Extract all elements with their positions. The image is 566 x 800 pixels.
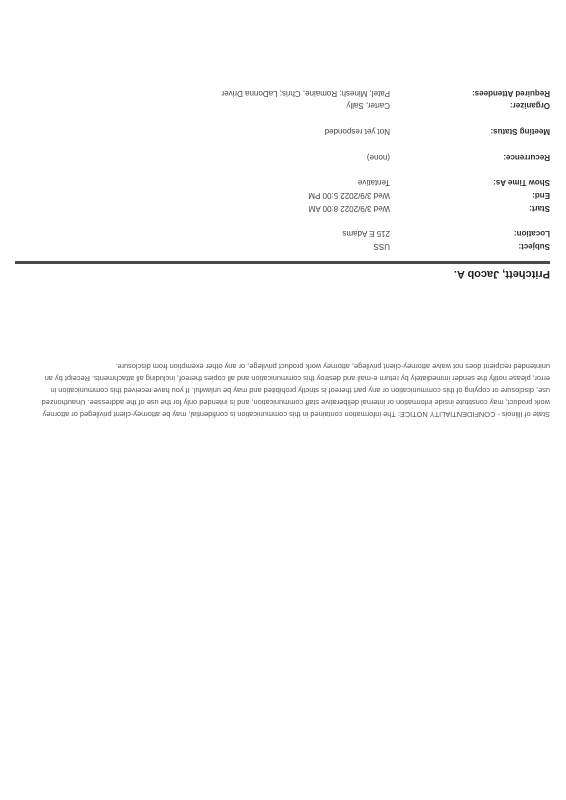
field-required-attendees xyxy=(15,87,550,99)
meeting-status-label: Meeting Status: xyxy=(490,127,550,136)
location-value: 215 E Adams xyxy=(342,229,390,238)
end-value: Wed 3/9/2022 5:00 PM xyxy=(308,191,390,200)
field-location xyxy=(15,227,550,239)
end-label: End: xyxy=(532,191,550,200)
field-subject xyxy=(15,240,550,252)
organizer-value: Carter, Sally xyxy=(346,101,390,110)
location-label: Location: xyxy=(514,229,550,238)
sender-name: Pritchett, Jacob A. xyxy=(453,268,550,280)
required-attendees-value: Patel, Minesh; Romaine, Chris; LaDonna Driver xyxy=(221,89,390,98)
meeting-status-value: Not yet responded xyxy=(324,127,390,136)
field-start xyxy=(15,202,550,214)
field-meeting-status xyxy=(15,125,550,137)
show-time-as-value: Tentative xyxy=(357,178,390,187)
field-recurrence xyxy=(15,151,550,163)
subject-value: USS xyxy=(373,242,390,251)
required-attendees-label: Required Attendees: xyxy=(472,89,550,98)
field-show-time-as xyxy=(15,176,550,188)
recurrence-value: (none) xyxy=(366,153,390,162)
confidentiality-notice: State of Illinois - CONFIDENTIALITY NOTICE: The information contained in this communication is confidential, may be attorney-client privileged or attorney work product, may constitute inside information or internal deliberative staff communication, and is intended only for the use of the addressee. Unauthorized use, disclosure or copying of this communication or any part thereof is strictly prohibited and may be unlawful. If you have received this communication in error, please notify the sender immediately by return e-mail and destroy this communication and all copies thereof, including all attachments. Receipt by an unintended recipient does not waive attorney-client privilege, attorney work product privilege, or any other exemption from disclosure. xyxy=(41,362,550,419)
show-time-as-label: Show Time As: xyxy=(493,178,550,187)
start-value: Wed 3/9/2022 8:00 AM xyxy=(308,204,390,213)
header-divider xyxy=(15,261,550,264)
organizer-label: Organizer: xyxy=(509,101,550,110)
start-label: Start: xyxy=(529,204,550,213)
recurrence-label: Recurrence: xyxy=(503,153,550,162)
field-organizer xyxy=(15,99,550,111)
subject-label: Subject: xyxy=(518,242,550,251)
field-end xyxy=(15,189,550,201)
